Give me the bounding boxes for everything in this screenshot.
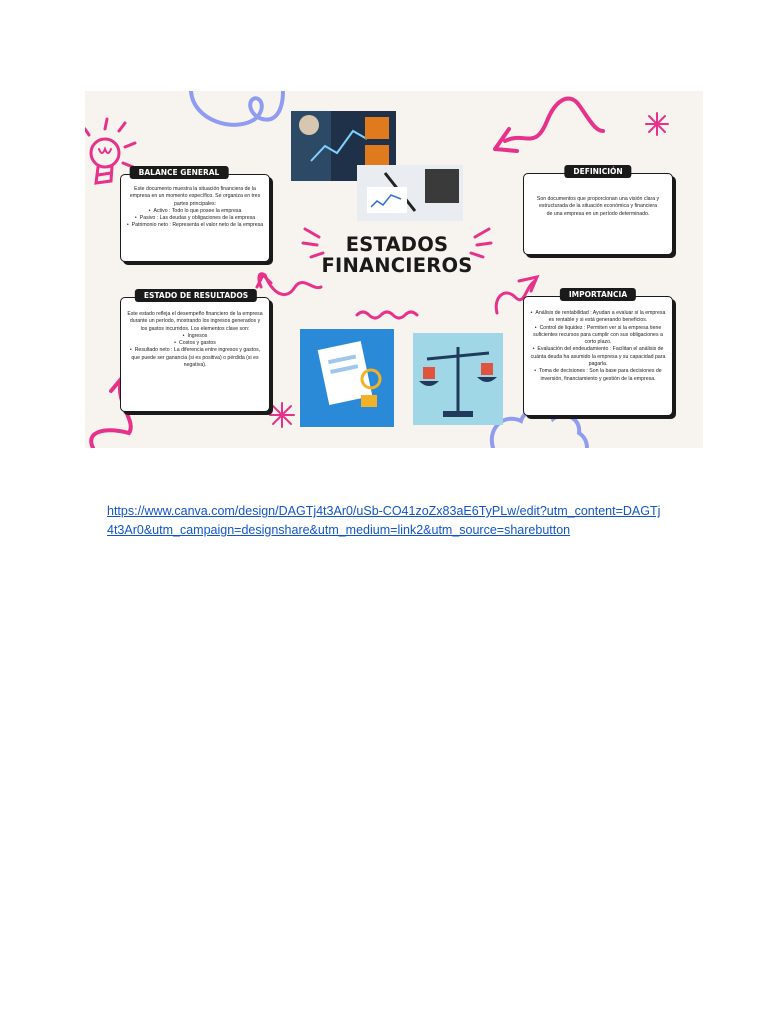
card-importancia: [523, 290, 673, 416]
list-item: • Patrimonio neto : Representa el valor neto de la empresa: [126, 222, 264, 229]
card-list: [126, 333, 264, 369]
list-item: • Toma de decisiones : Son la base para decisiones de inversión, financiamiento y gestión de la empresa.: [529, 368, 667, 383]
infographic-poster: [85, 91, 703, 448]
squiggle-left: [259, 274, 321, 295]
list-item: • Activo : Todo lo que posee la empresa: [126, 208, 264, 215]
card-tag: DEFINICIÓN: [564, 165, 631, 178]
title-line-1: ESTADOS: [345, 233, 449, 256]
list-item: • Evaluación del endeudamiento : Facilitan el análisis de cuánta deuda ha asumido la empresa y su capacidad para pagarla.: [529, 346, 667, 368]
sparkle-icon: [646, 113, 668, 135]
card-tag: IMPORTANCIA: [560, 288, 636, 301]
card-intro: Este documento muestra la situación financiera de la empresa en un momento específico. Se organiza en tres partes principales:: [129, 186, 261, 207]
card-estado-resultados: [120, 291, 270, 412]
card-balance-general: [120, 168, 270, 262]
list-item: • Control de liquidez : Permiten ver si la empresa tiene suficientes recursos para cumplir con sus obligaciones a corto plazo.: [529, 325, 667, 347]
wave-divider: [357, 312, 417, 318]
list-item: • Análisis de rentabilidad : Ayudan a evaluar si la empresa es rentable y si está generando beneficios.: [529, 310, 667, 325]
card-list: [126, 208, 264, 230]
card-tag: BALANCE GENERAL: [130, 166, 229, 179]
title-line-2: FINANCIEROS: [321, 254, 473, 277]
list-item: • Pasivo : Las deudas y obligaciones de la empresa: [126, 215, 264, 222]
poster-title: [317, 234, 477, 276]
card-text: Son documentos que proporcionan una visión clara y estructurada de la situación económica y financiera de una empresa en un período determinado.: [536, 196, 660, 217]
photo-calculator-pen: [357, 165, 463, 221]
arrow-top-right: [505, 98, 603, 141]
card-tag: ESTADO DE RESULTADOS: [135, 289, 257, 302]
card-list: [529, 310, 667, 383]
canva-design-link[interactable]: https://www.canva.com/design/DAGTj4t3Ar0/uSb-CO41zoZx83aE6TyPLw/edit?utm_content=DAGTj4t3Ar0&utm_campaign=designshare&utm_medium=link2&utm_source=sharebutton: [107, 504, 661, 537]
list-item: • Costos y gastos: [126, 340, 264, 347]
list-item: • Ingresos: [126, 333, 264, 340]
sparkle-icon: [270, 403, 294, 427]
card-intro: Este estado refleja el desempeño financiero de la empresa durante un período, mostrando los ingresos generados y los gastos incurridos. Los elementos clave son:: [127, 311, 263, 332]
illustration-balance-scale: [413, 333, 503, 425]
card-definicion: [523, 167, 673, 255]
illustration-documents: [300, 329, 394, 427]
squiggle-top: [191, 91, 283, 125]
list-item: • Resultado neto : La diferencia entre ingresos y gastos, que puede ser ganancia (si es positiva) o pérdida (si es negativa).: [126, 347, 264, 369]
